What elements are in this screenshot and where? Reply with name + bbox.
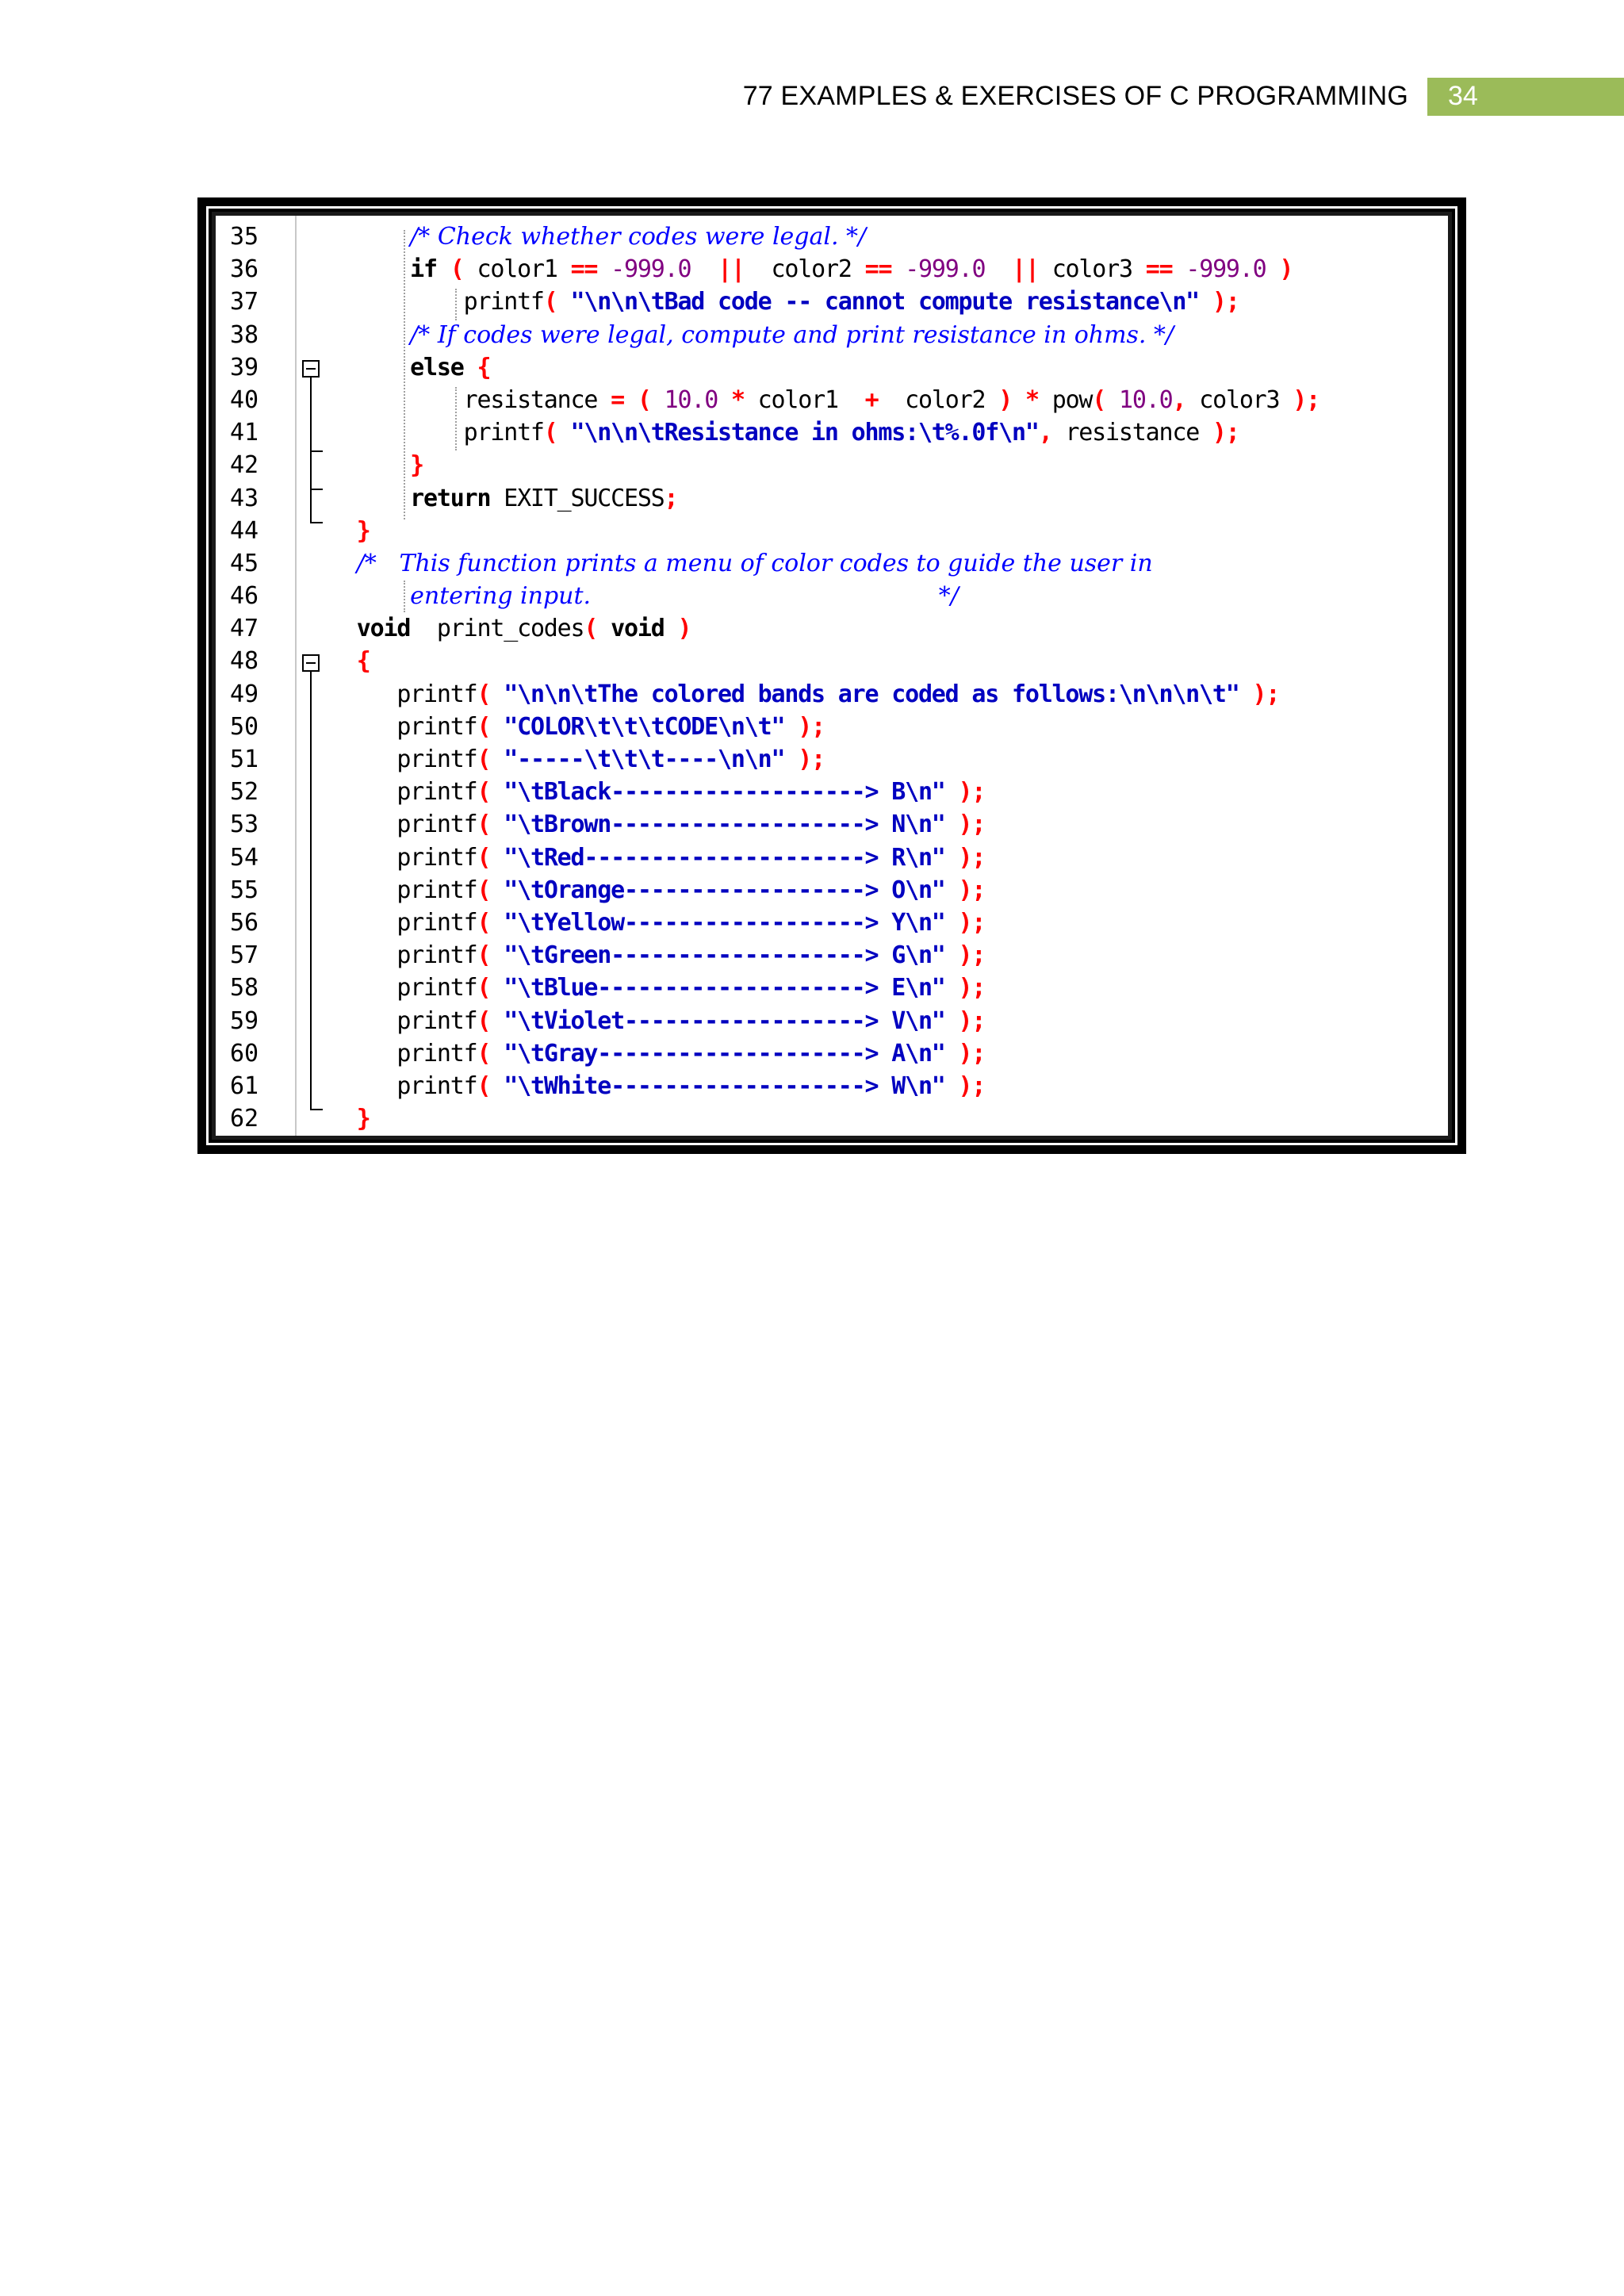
code-token: "\tViolet------------------> V\n" <box>504 1006 945 1035</box>
code-token: 10.0 <box>1119 385 1173 414</box>
code-token: ( <box>477 712 491 741</box>
code-token <box>1266 255 1280 283</box>
code-token <box>490 1072 504 1100</box>
code-token: -999.0 <box>611 255 691 284</box>
code-text <box>330 939 985 972</box>
code-token <box>490 713 504 741</box>
code-token <box>330 1007 396 1035</box>
code-token: color3 <box>1185 385 1293 414</box>
line-number: 50 <box>230 712 259 741</box>
code-token <box>1199 288 1212 316</box>
code-text <box>330 907 985 939</box>
code-token: ; <box>971 1006 986 1035</box>
code-token <box>490 1040 504 1068</box>
code-token: printf <box>396 712 477 741</box>
code-token: ) <box>677 615 691 643</box>
code-token: ) <box>998 385 1013 414</box>
code-token: ( <box>477 1071 491 1100</box>
code-token <box>490 1007 504 1035</box>
code-text <box>330 547 1153 580</box>
code-token: pow <box>1038 385 1093 414</box>
code-token <box>945 811 959 838</box>
code-token: == <box>570 255 598 284</box>
code-text <box>330 1005 985 1037</box>
code-token <box>945 1040 959 1068</box>
code-token: color2 <box>878 385 999 414</box>
line-number: 41 <box>230 419 259 447</box>
code-token: * <box>1025 385 1039 414</box>
code-token <box>1239 680 1253 708</box>
code-token: resistance <box>463 385 611 414</box>
code-token: } <box>410 451 424 480</box>
code-token: "COLOR\t\t\tCODE\n\t" <box>504 712 785 741</box>
code-token: "\n\n\tResistance in ohms:\t%.0f\n" <box>570 419 1039 447</box>
line-number: 52 <box>230 778 259 807</box>
line-number: 60 <box>230 1039 259 1068</box>
code-token: ( <box>477 778 491 807</box>
code-token <box>985 255 1012 283</box>
code-token: printf <box>396 1039 477 1068</box>
line-number: 37 <box>230 288 259 316</box>
line-number: 47 <box>230 615 259 643</box>
code-token: ) <box>958 941 972 970</box>
code-token <box>945 844 959 872</box>
fold-guide-tick <box>310 450 323 452</box>
code-token: printf <box>396 974 477 1002</box>
line-number: 62 <box>230 1105 259 1133</box>
code-token: printf <box>463 288 544 316</box>
code-token: "-----\t\t\t----\n\n" <box>504 746 785 773</box>
code-text <box>330 972 985 1004</box>
code-token: ( <box>477 941 491 970</box>
code-token <box>437 255 450 283</box>
line-number: 48 <box>230 647 259 676</box>
code-token: ) <box>798 746 812 773</box>
code-token: color3 <box>1038 255 1146 284</box>
code-token: void <box>356 615 411 643</box>
code-token <box>490 811 504 838</box>
code-token: printf <box>396 1006 477 1035</box>
code-token: color1 <box>744 385 865 414</box>
code-token: void <box>611 615 665 643</box>
code-token: , <box>1172 385 1186 414</box>
line-number: 54 <box>230 843 259 872</box>
code-token: if <box>410 255 437 284</box>
document-title: 77 EXAMPLES & EXERCISES OF C PROGRAMMING <box>742 81 1408 111</box>
code-token <box>490 941 504 969</box>
fold-guide-line <box>310 378 312 489</box>
code-text <box>330 449 423 481</box>
line-number: 46 <box>230 582 259 611</box>
code-token: ( <box>543 288 557 316</box>
code-token: ( <box>543 419 557 447</box>
fold-guide-tick <box>310 1109 323 1110</box>
code-token: ; <box>971 778 986 807</box>
code-token: ; <box>811 712 825 741</box>
page-number: 34 <box>1448 81 1478 111</box>
code-token <box>945 941 959 969</box>
code-text <box>330 319 1174 351</box>
code-token <box>490 876 504 904</box>
code-token <box>557 419 571 447</box>
code-token: ) <box>1293 385 1307 414</box>
code-text <box>330 384 1320 416</box>
line-number: 40 <box>230 385 259 414</box>
code-token <box>490 974 504 1002</box>
page-number-box <box>1427 78 1624 116</box>
code-token: ) <box>798 712 812 741</box>
code-token: printf <box>396 843 477 872</box>
code-token <box>330 713 396 741</box>
code-token: ( <box>477 1039 491 1068</box>
code-token: printf <box>396 680 477 708</box>
fold-guide-line <box>310 489 312 523</box>
code-token: "\tBlue--------------------> E\n" <box>504 974 945 1002</box>
code-token: color2 <box>744 255 865 284</box>
code-token <box>1172 255 1185 283</box>
code-token: printf <box>396 811 477 839</box>
code-token <box>330 223 410 251</box>
code-token <box>945 876 959 904</box>
code-token: ( <box>477 908 491 937</box>
code-token: printf <box>396 778 477 807</box>
code-token: ( <box>637 385 651 414</box>
code-token <box>330 288 464 316</box>
code-token <box>597 255 611 283</box>
code-token: ( <box>477 843 491 872</box>
code-token: -999.0 <box>1185 255 1266 284</box>
code-token: { <box>477 353 491 381</box>
code-token <box>330 909 396 937</box>
code-token: ( <box>450 255 464 284</box>
code-token: ; <box>1225 419 1239 447</box>
code-token: , <box>1038 419 1052 447</box>
code-token: == <box>864 255 892 284</box>
fold-margin <box>297 216 328 1136</box>
code-editor <box>216 216 1448 1136</box>
code-token: /* Check whether codes were legal. */ <box>410 223 867 251</box>
line-number: 49 <box>230 680 259 708</box>
code-token: "\tGreen-------------------> G\n" <box>504 941 945 970</box>
code-token: { <box>356 647 370 676</box>
code-token: ; <box>971 974 986 1002</box>
code-token: ) <box>1279 255 1293 284</box>
code-token: "\tBrown-------------------> N\n" <box>504 811 945 839</box>
code-token: ; <box>664 484 678 512</box>
code-token <box>330 680 396 708</box>
code-text <box>330 351 490 384</box>
code-token <box>490 778 504 806</box>
code-token: ( <box>477 811 491 839</box>
code-token: 10.0 <box>664 385 718 414</box>
fold-guide-tick <box>310 522 323 523</box>
code-token <box>330 647 357 675</box>
code-token: "\tOrange------------------> O\n" <box>504 876 945 904</box>
code-token <box>330 811 396 838</box>
code-text <box>330 286 1239 318</box>
code-token <box>691 255 718 283</box>
code-token <box>665 615 678 642</box>
code-text <box>330 711 825 743</box>
code-token <box>490 746 504 773</box>
code-text <box>330 678 1279 711</box>
code-token: || <box>718 255 745 284</box>
code-token: ( <box>1092 385 1106 414</box>
code-token: entering input. */ <box>410 582 959 611</box>
line-number: 59 <box>230 1006 259 1035</box>
code-token: ; <box>971 843 986 872</box>
code-token <box>945 1072 959 1100</box>
code-token: ; <box>971 941 986 970</box>
code-token <box>330 876 396 904</box>
line-number: 58 <box>230 974 259 1002</box>
code-token: ( <box>477 746 491 773</box>
code-token <box>945 1007 959 1035</box>
code-token <box>624 386 638 414</box>
code-token: "\tBlack-------------------> B\n" <box>504 778 945 807</box>
code-text <box>330 612 691 645</box>
code-token <box>490 909 504 937</box>
code-token: color1 <box>463 255 571 284</box>
line-number: 36 <box>230 255 259 284</box>
line-number: 39 <box>230 353 259 381</box>
code-text <box>330 1102 370 1135</box>
code-token <box>330 451 410 479</box>
code-token <box>330 615 357 642</box>
code-text <box>330 743 825 776</box>
code-text <box>330 645 370 677</box>
code-token: + <box>864 385 879 414</box>
code-token <box>330 485 410 512</box>
code-text <box>330 220 866 253</box>
code-token: "\n\n\tBad code -- cannot compute resistance\n" <box>570 288 1200 316</box>
line-number: 53 <box>230 811 259 839</box>
code-token: ) <box>958 908 972 937</box>
code-token: ( <box>584 615 598 643</box>
code-token <box>330 255 410 283</box>
code-token <box>330 321 410 349</box>
code-token: ; <box>971 876 986 904</box>
code-token: printf <box>396 876 477 904</box>
line-number: 44 <box>230 516 259 545</box>
code-token <box>330 1105 357 1133</box>
code-token: } <box>356 516 370 545</box>
code-token <box>330 1040 396 1068</box>
line-number: 51 <box>230 746 259 773</box>
line-number: 56 <box>230 908 259 937</box>
code-token: /* This function prints a menu of color codes to guide the user in <box>356 549 1153 577</box>
code-token <box>945 778 959 806</box>
code-token: ) <box>958 974 972 1002</box>
code-token <box>784 746 798 773</box>
code-screenshot-frame <box>197 197 1466 1154</box>
code-text <box>330 416 1239 449</box>
code-token <box>1012 386 1025 414</box>
code-token: printf <box>396 746 477 773</box>
code-token: EXIT_SUCCESS <box>490 484 665 512</box>
code-token <box>330 386 464 414</box>
code-token: ( <box>477 1006 491 1035</box>
code-token <box>330 941 396 969</box>
code-token: * <box>730 385 745 414</box>
code-token <box>330 974 396 1002</box>
code-token <box>330 550 357 577</box>
code-text <box>330 1070 985 1102</box>
code-text <box>330 253 1293 286</box>
code-text <box>330 1037 985 1070</box>
code-token <box>557 288 571 316</box>
code-token <box>945 909 959 937</box>
code-token: ( <box>477 974 491 1002</box>
code-token: ; <box>811 746 825 773</box>
code-token: /* If codes were legal, compute and print resistance in ohms. */ <box>410 320 1174 349</box>
code-token <box>330 746 396 773</box>
code-token <box>464 354 477 381</box>
fold-guide-tick <box>310 489 323 490</box>
code-token: ; <box>1225 288 1239 316</box>
fold-collapse-icon[interactable] <box>302 360 320 378</box>
code-token: printf <box>396 1071 477 1100</box>
code-token: ) <box>958 843 972 872</box>
code-token: "\tYellow------------------> Y\n" <box>504 908 945 937</box>
code-text <box>330 874 985 907</box>
line-number: 57 <box>230 941 259 970</box>
line-number: 42 <box>230 451 259 480</box>
code-token <box>490 680 504 708</box>
code-token <box>718 386 731 414</box>
code-token: print_codes <box>410 615 584 643</box>
code-token: -999.0 <box>905 255 986 284</box>
code-token: "\n\n\tThe colored bands are coded as follows:\n\n\n\t" <box>504 680 1239 708</box>
code-token: ; <box>971 908 986 937</box>
page-header <box>0 78 1624 116</box>
code-token: else <box>410 353 464 381</box>
code-token <box>330 1072 396 1100</box>
line-number: 61 <box>230 1071 259 1100</box>
code-token: "\tWhite-------------------> W\n" <box>504 1071 945 1100</box>
code-token <box>597 615 611 642</box>
code-token <box>784 713 798 741</box>
code-token: ) <box>1212 288 1226 316</box>
code-token: ( <box>477 680 491 708</box>
code-text <box>330 776 985 808</box>
code-token <box>490 844 504 872</box>
code-token: "\tGray--------------------> A\n" <box>504 1039 945 1068</box>
code-token <box>651 386 665 414</box>
code-token: = <box>611 385 624 414</box>
code-token <box>330 582 410 610</box>
code-token: ; <box>971 811 986 839</box>
code-token: ; <box>1306 385 1320 414</box>
code-token: ) <box>958 1071 972 1100</box>
code-token: ; <box>971 1071 986 1100</box>
code-token: printf <box>463 419 544 447</box>
line-number: 38 <box>230 320 259 349</box>
code-token: ; <box>971 1039 986 1068</box>
code-token: ( <box>477 876 491 904</box>
code-token: ) <box>958 876 972 904</box>
code-token: ) <box>958 778 972 807</box>
code-token: || <box>1012 255 1039 284</box>
code-token <box>1105 386 1119 414</box>
code-token <box>330 419 464 447</box>
code-text <box>330 841 985 874</box>
code-token: printf <box>396 941 477 970</box>
code-text <box>330 580 959 612</box>
code-text <box>330 482 677 515</box>
code-token: } <box>356 1105 370 1133</box>
code-token: ) <box>958 811 972 839</box>
fold-collapse-icon[interactable] <box>302 654 320 672</box>
line-number: 45 <box>230 549 259 577</box>
code-token <box>330 354 410 381</box>
code-token: ) <box>1212 419 1226 447</box>
code-text <box>330 808 985 841</box>
code-token: == <box>1145 255 1173 284</box>
line-number: 35 <box>230 223 259 251</box>
fold-guide-line <box>310 672 312 1110</box>
code-token <box>945 974 959 1002</box>
code-token <box>330 778 396 806</box>
code-token: ; <box>1266 680 1280 708</box>
code-token: ) <box>1252 680 1266 708</box>
code-token: printf <box>396 908 477 937</box>
code-token <box>891 255 905 283</box>
code-token: ) <box>958 1006 972 1035</box>
code-text <box>330 515 370 547</box>
code-token <box>330 844 396 872</box>
code-token: "\tRed---------------------> R\n" <box>504 843 945 872</box>
line-number: 43 <box>230 484 259 512</box>
code-token: return <box>410 484 491 512</box>
code-token: ) <box>958 1039 972 1068</box>
code-token <box>330 517 357 545</box>
code-token: resistance <box>1051 419 1212 447</box>
line-number: 55 <box>230 876 259 904</box>
